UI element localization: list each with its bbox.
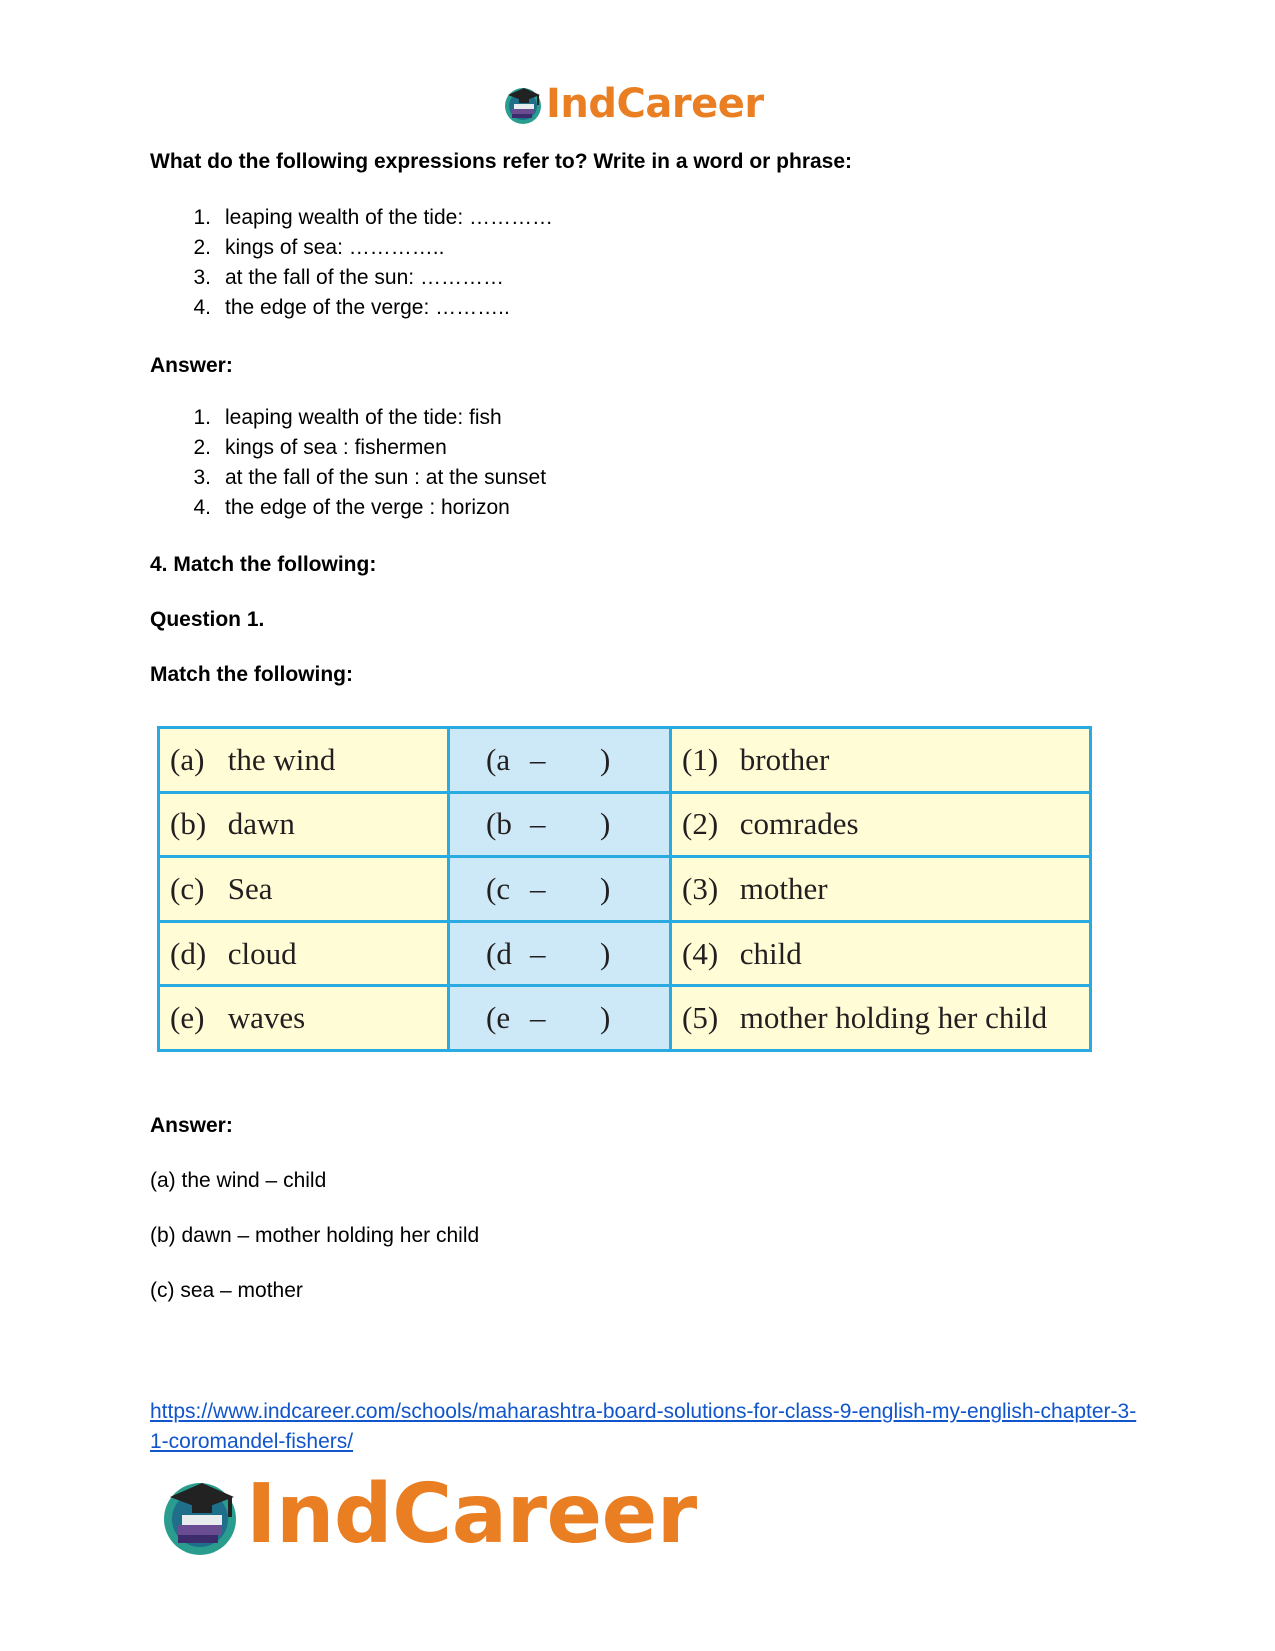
graduation-book-globe-icon — [502, 83, 544, 125]
document-page: IndCareer What do the following expressions refer to? Write in a word or phrase: 1. leaping wealth of the tide: ………… 2. kings of sea: ………….. 3. at the fall of the sun: ………… 4. the edge of the verge: ……….. Answer: 1. leaping wealth of the tide: fish 2. kings of sea : fishermen 3. at the fall of the sun : at the sunset 4. the edge of the verge : horizon 4. Match the following: Question 1. Match the following: (a) the wind (a – ) (1) brother (b) dawn (b – ) (2) comrades (c) Sea (c – ) (3) mother (d) cloud (d – ) (4) child (e) waves (e – ) (5) mother holding her child Answer: (a) the wind – child (b) dawn – mother holding her child (c) sea – mother https://www.indcareer.com/schools/maharashtra-board-solutions-for-class-9-english-my-english-chapter-3-1-coromandel-fishers/ IndCareer — [0, 0, 1275, 1651]
match-table — [157, 726, 1092, 1056]
table-row: (e) waves (e – ) (5) mother holding her child — [159, 986, 1091, 1051]
answer-line: (b) dawn – mother holding her child — [150, 1224, 480, 1247]
question-heading: What do the following expressions refer to? Write in a word or phrase: — [150, 150, 853, 173]
answer-line: (c) sea – mother — [150, 1279, 303, 1302]
source-link[interactable]: https://www.indcareer.com/schools/maharashtra-board-solutions-for-class-9-english-my-english-chapter-3-1-coromandel-fishers/ — [150, 1400, 1137, 1453]
graduation-book-globe-icon — [158, 1473, 242, 1557]
answer-label: Answer: — [150, 1114, 233, 1137]
question-number: Question 1. — [150, 608, 265, 631]
section-heading: 4. Match the following: — [150, 553, 377, 576]
table-row: (a) the wind (a – ) (1) brother — [159, 728, 1091, 793]
brand-logo-bottom — [158, 1467, 697, 1562]
brand-name: IndCareer — [246, 1467, 697, 1562]
brand-name: IndCareer — [546, 81, 764, 127]
brand-logo-top — [502, 80, 764, 128]
answer-line: (a) the wind – child — [150, 1169, 327, 1192]
table-row: (d) cloud (d – ) (4) child — [159, 921, 1091, 986]
match-instruction: Match the following: — [150, 663, 353, 686]
table-row: (c) Sea (c – ) (3) mother — [159, 857, 1091, 922]
answer-label: Answer: — [150, 354, 233, 377]
table-row: (b) dawn (b – ) (2) comrades — [159, 792, 1091, 857]
